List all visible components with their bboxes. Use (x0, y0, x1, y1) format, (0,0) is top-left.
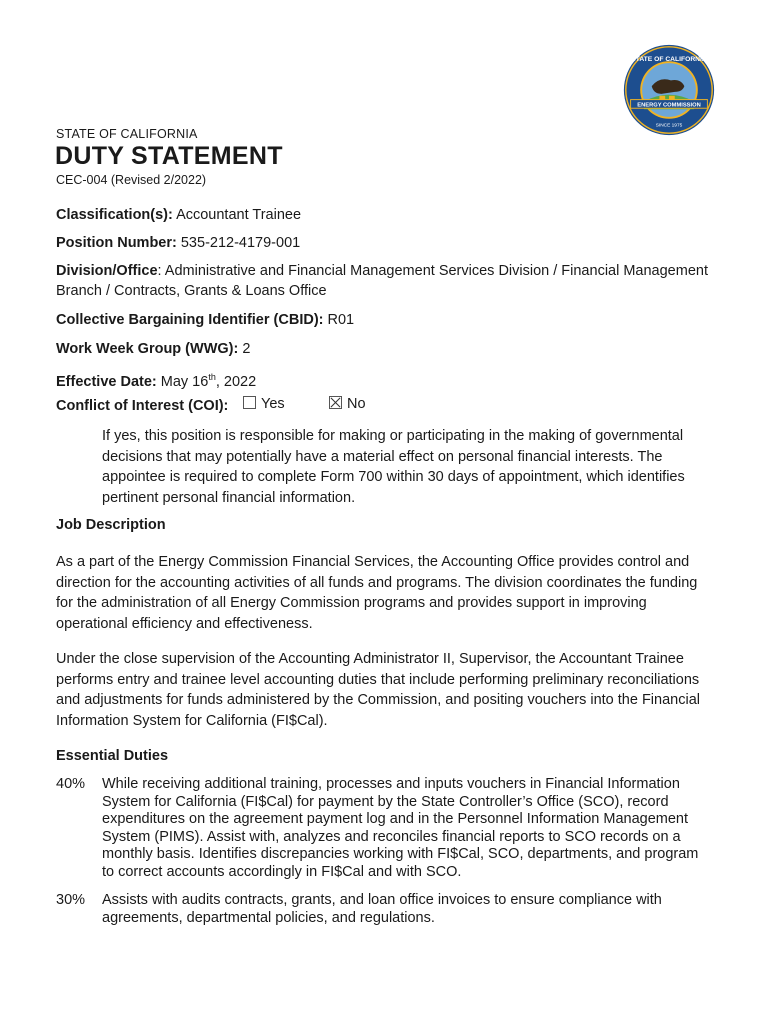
wwg-value: 2 (238, 341, 251, 357)
coi-yes-checkbox[interactable] (243, 396, 256, 409)
position-number-field (56, 233, 716, 253)
coi-no-option[interactable] (329, 396, 366, 412)
effective-date-label: Effective Date: (56, 373, 157, 390)
division-office-label: Division/Office (56, 263, 158, 279)
job-description-paragraph: As a part of the Energy Commission Financial Services, the Accounting Office provides control and direction for the accounting activities of all funds and programs. The division coordinates the funding for the administration of all Energy Commission programs and provides support in improving operational efficiency and effectiveness. (56, 554, 698, 632)
cbid-label: Collective Bargaining Identifier (CBID): (56, 312, 324, 328)
position-number-value: 535-212-4179-001 (176, 235, 301, 251)
essential-duties-heading: Essential Duties (56, 748, 169, 764)
cbid-field (56, 310, 716, 330)
wwg-label: Work Week Group (WWG): (56, 341, 239, 357)
classification-field (56, 205, 716, 225)
form-number: CEC-004 (Revised 2/2022) (56, 173, 207, 187)
agency-name: STATE OF CALIFORNIA (56, 127, 198, 141)
svg-text:STATE OF CALIFORNIA: STATE OF CALIFORNIA (631, 56, 707, 64)
duty-text: While receiving additional training, processes and inputs vouchers in Financial Information System for California (FI$Cal) for payment by the State Controller’s Office (SCO), record expenditures on the agreement payment log and in the Personnel Information Management System (PIMS). Assist with, analyzes and reconciles financial reports to SCO records on a monthly basis. Identifies discrepancies working with FI$Cal, SCO, departments, and program to correct accounts accordingly in FI$Cal and with SCO. (102, 776, 699, 880)
coi-yes-option[interactable] (243, 396, 285, 412)
coi-label: Conflict of Interest (COI): (56, 398, 229, 414)
coi-yes-label: Yes (261, 396, 285, 412)
svg-text:ENERGY COMMISSION: ENERGY COMMISSION (637, 102, 701, 109)
classification-label: Classification(s): (56, 207, 173, 223)
svg-text:SINCE 1975: SINCE 1975 (655, 123, 683, 129)
coi-no-label: No (347, 396, 366, 412)
coi-no-checkbox[interactable] (329, 396, 342, 409)
duty-text: Assists with audits contracts, grants, and loan office invoices to ensure compliance with agreements, departmental policies, and regulations. (102, 892, 662, 926)
job-description-heading: Job Description (56, 517, 166, 533)
duty-percent: 30% (56, 892, 86, 908)
duty-percent: 40% (56, 776, 86, 792)
coi-field (56, 396, 716, 416)
job-description-paragraph: Under the close supervision of the Accounting Administrator II, Supervisor, the Accountant Trainee performs entry and trainee level accounting duties that include performing preliminary reconciliations and adjustments for funds administered by the Commission, and positing vouchers into the Financial Information System for California (FI$Cal). (56, 651, 700, 729)
classification-value: Accountant Trainee (172, 207, 302, 223)
coi-note: If yes, this position is responsible for making or participating in the making of governmental decisions that may potentially have a material effect on personal financial interests. The appointee is required to complete Form 700 within 30 days of appointment, which identifies pertinent personal financial information. (102, 428, 685, 506)
document-title: DUTY STATEMENT (55, 142, 283, 170)
cbid-value: R01 (323, 312, 355, 328)
effective-date-field (56, 367, 716, 392)
effective-date-value: May 16th, 2022 (156, 372, 257, 390)
energy-commission-seal-icon (621, 42, 717, 138)
division-office-value: : Administrative and Financial Management Services Division / Financial Management Branch / Contracts, Grants & Loans Office (56, 263, 708, 299)
division-office-field (56, 261, 716, 301)
wwg-field (56, 339, 716, 359)
position-number-label: Position Number: (56, 235, 177, 251)
